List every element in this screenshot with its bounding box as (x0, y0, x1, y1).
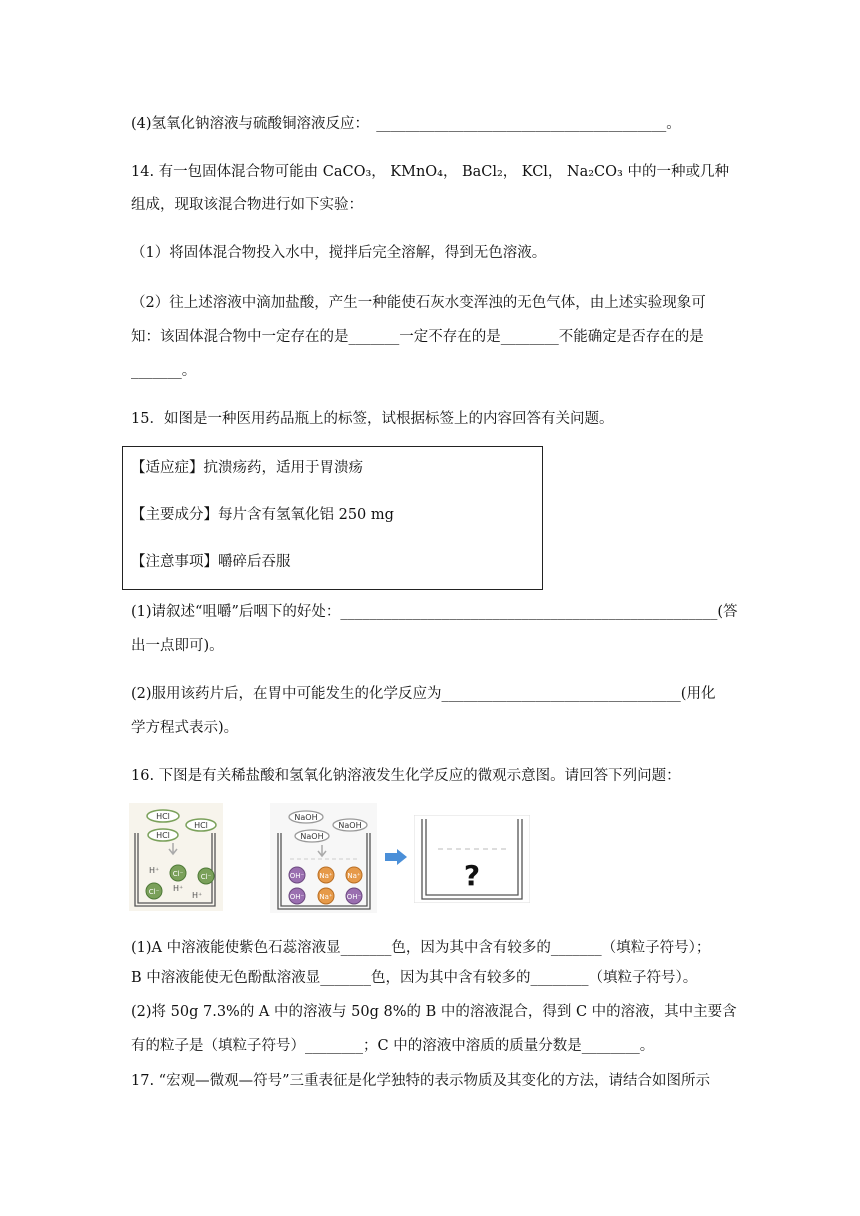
q13-item-4: (4)氢氧化钠溶液与硫酸铜溶液反应： ________________________________________。 (131, 116, 681, 132)
beaker-b-figure (270, 803, 377, 913)
q14-text-3: BaCl₂， (461, 164, 518, 180)
ion-a-2: Cl⁻ (172, 870, 184, 878)
label-indication: 【适应症】抗溃疡药，适用于胃溃疡 (131, 460, 363, 476)
label-ingredient: 【主要成分】每片含有氢氧化铝 250 mg (131, 507, 394, 523)
q14-text-5: Na₂CO₃ 中的一种或几种 (566, 164, 729, 180)
q14-line-6: _______。 (131, 363, 197, 379)
molecule-a-3: HCl (156, 831, 170, 840)
q15-stem: 15．如图是一种医用药品瓶上的标签，试根据标签上的内容回答有关问题。 (131, 411, 614, 427)
beaker-a-figure (129, 803, 223, 911)
q14-line-2: 组成，现取该混合物进行如下实验： (131, 197, 363, 213)
medicine-label-box (122, 446, 543, 590)
q17-line-1: 17. “宏观—微观—符号”三重表征是化学独特的表示物质及其变化的方法，请结合如图所示 (131, 1073, 710, 1089)
q14-text-4: KCl， (521, 164, 563, 180)
q14-text-2: KMnO₄， (390, 164, 458, 180)
q16-line-2: B 中溶液能使无色酚酞溶液显_______色，因为其中含有较多的________（填粒子符号）。 (131, 970, 698, 986)
q16-line-4: 有的粒子是（填粒子符号）________；C 中的溶液中溶质的质量分数是________。 (131, 1038, 655, 1054)
q15-q1-line-1: (1)请叙述“咀嚼”后咽下的好处：____________________________________________________(答 (131, 604, 738, 620)
ion-b-5: Na⁺ (319, 893, 333, 901)
unknown-question-mark: ? (463, 859, 481, 892)
ion-b-6: OH⁻ (346, 893, 362, 901)
molecule-a-1: HCl (156, 812, 170, 821)
q14-line-4: （2）往上述溶液中滴加盐酸，产生一种能使石灰水变浑浊的无色气体，由上述实验现象可 (131, 295, 706, 311)
ion-a-3: Cl⁻ (200, 873, 212, 881)
q15-q2-line-2: 学方程式表示)。 (131, 720, 239, 736)
reaction-arrow-icon (383, 849, 409, 865)
ion-a-5: H⁺ (173, 884, 184, 893)
q16-stem: 16. 下图是有关稀盐酸和氢氧化钠溶液发生化学反应的微观示意图。请回答下列问题： (131, 768, 681, 784)
beaker-c-figure (414, 815, 530, 903)
molecule-a-2: HCl (194, 821, 208, 830)
q14-line-1 (131, 162, 729, 182)
q16-line-3: (2)将 50g 7.3%的 A 中的溶液与 50g 8%的 B 中的溶液混合，得到 C 中的溶液，其中主要含 (131, 1004, 737, 1020)
q15-q1-line-2: 出一点即可)。 (131, 638, 224, 654)
q14-text-1: 14. 有一包固体混合物可能由 CaCO₃， (131, 164, 386, 180)
ion-b-4: OH⁻ (289, 893, 305, 901)
molecule-b-3: NaOH (300, 832, 324, 841)
q14-line-5: 知：该固体混合物中一定存在的是_______一定不存在的是________不能确定是否存在的是 (131, 329, 704, 345)
ion-b-2: Na⁺ (319, 872, 333, 880)
ion-a-6: H⁺ (192, 891, 203, 900)
ion-b-3: Na⁺ (347, 872, 361, 880)
ion-a-1: H⁺ (149, 866, 160, 875)
ion-b-1: OH⁻ (289, 872, 305, 880)
ion-a-4: Cl⁻ (148, 888, 160, 896)
q16-line-1: (1)A 中溶液能使紫色石蕊溶液显_______色，因为其中含有较多的_______（填粒子符号）； (131, 940, 711, 956)
molecule-b-1: NaOH (294, 813, 318, 822)
molecule-b-2: NaOH (338, 821, 362, 830)
label-notice: 【注意事项】嚼碎后吞服 (131, 554, 291, 570)
q15-q2-line-1: (2)服用该药片后，在胃中可能发生的化学反应为_________________________________(用化 (131, 686, 716, 702)
q14-line-3: （1）将固体混合物投入水中，搅拌后完全溶解，得到无色溶液。 (131, 245, 547, 261)
